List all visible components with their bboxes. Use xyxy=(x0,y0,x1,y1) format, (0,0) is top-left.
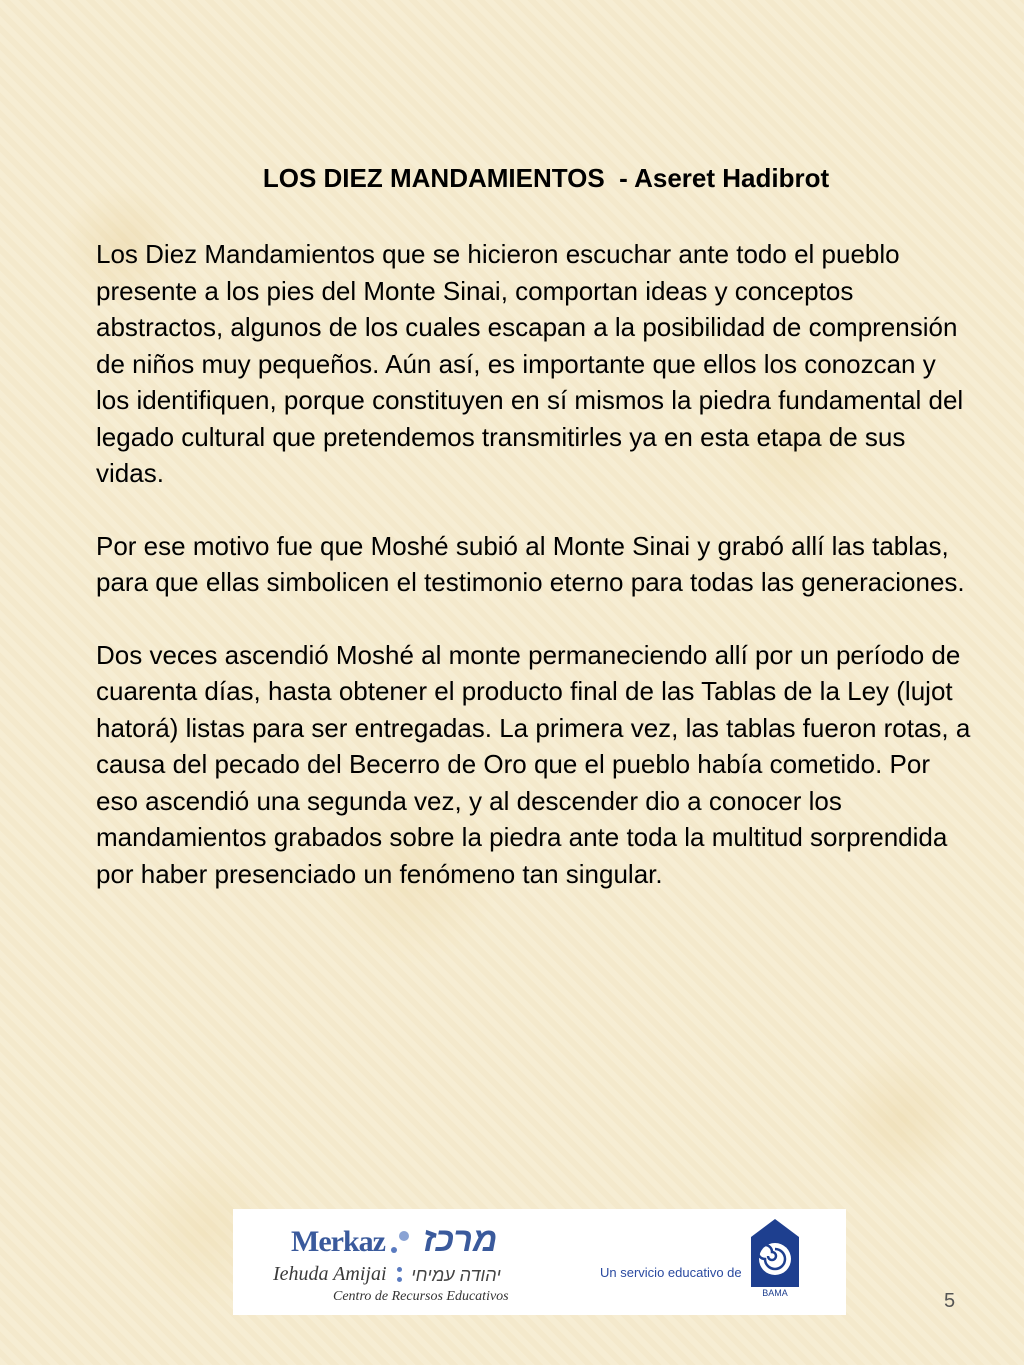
merkaz-logo-name: Iehuda Amijai xyxy=(273,1263,387,1285)
merkaz-logo-text: Merkaz xyxy=(291,1225,385,1258)
page-title: LOS DIEZ MANDAMIENTOS - Aseret Hadibrot xyxy=(262,163,830,193)
paragraph-motive: Por ese motivo fue que Moshé subió al Monte Sinai y grabó allí las tablas, para que ellas simbolicen el testimonio eterno para todas las generaciones. xyxy=(96,530,965,597)
footer-logo-banner xyxy=(233,1209,846,1315)
page-number: 5 xyxy=(944,1290,956,1312)
merkaz-tagline: Centro de Recursos Educativos xyxy=(333,1289,509,1304)
service-text: Un servicio educativo de xyxy=(600,1265,742,1280)
paragraph-intro: Los Diez Mandamientos que se hicieron escuchar ante todo el pueblo presente a los pies del Monte Sinai, comportan ideas y conceptos abstractos, algunos de los cuales escapan a la posibilidad de comprensión de niños muy pequeños. Aún así, es importante que ellos los conozcan y los identifiquen, porque constituyen en sí mismos la piedra fundamental del legado cultural que pretendemos transmitirles ya en esta etapa de sus vidas. xyxy=(96,239,964,488)
merkaz-logo-hebrew: מרכז xyxy=(423,1221,498,1259)
bama-logo-icon xyxy=(749,1217,801,1299)
paragraph-ascents: Dos veces ascendió Moshé al monte permaneciendo allí por un período de cuarenta días, hasta obtener el producto final de las Tablas de la Ley (lujot hatorá) listas para ser entregadas. La primera vez, las tablas fueron rotas, a causa del pecado del Becerro de Oro que el pueblo había cometido. Por eso ascendió una segunda vez, y al descender dio a conocer los mandamientos grabados sobre la piedra ante toda la multitud sorprendida por haber presenciado un fenómeno tan singular. xyxy=(96,639,971,889)
slide-content xyxy=(96,158,976,928)
merkaz-logo-hebrew-sub: יהודה עמיחי xyxy=(411,1265,501,1285)
bama-logo-text: BAMA xyxy=(762,1288,788,1298)
